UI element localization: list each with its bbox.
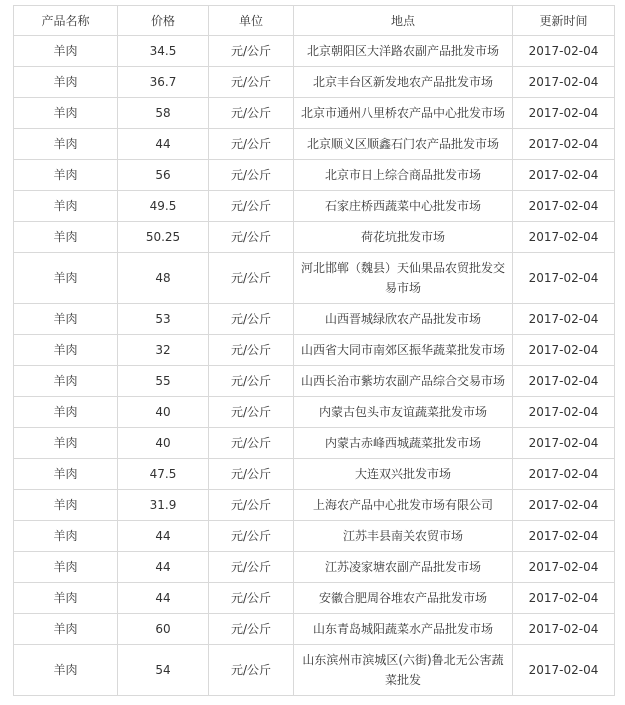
cell-product: 羊肉 <box>14 129 118 160</box>
cell-date: 2017-02-04 <box>513 397 615 428</box>
cell-price: 36.7 <box>118 67 209 98</box>
cell-date: 2017-02-04 <box>513 428 615 459</box>
cell-date: 2017-02-04 <box>513 36 615 67</box>
cell-location: 石家庄桥西蔬菜中心批发市场 <box>294 191 513 222</box>
cell-price: 44 <box>118 129 209 160</box>
cell-price: 49.5 <box>118 191 209 222</box>
table-row <box>14 36 615 67</box>
cell-price: 54 <box>118 645 209 696</box>
header-unit: 单位 <box>209 6 294 36</box>
table-row <box>14 490 615 521</box>
cell-price: 40 <box>118 428 209 459</box>
cell-unit: 元/公斤 <box>209 552 294 583</box>
cell-product: 羊肉 <box>14 36 118 67</box>
cell-price: 53 <box>118 304 209 335</box>
cell-price: 31.9 <box>118 490 209 521</box>
cell-date: 2017-02-04 <box>513 129 615 160</box>
cell-product: 羊肉 <box>14 521 118 552</box>
cell-date: 2017-02-04 <box>513 253 615 304</box>
cell-location: 上海农产品中心批发市场有限公司 <box>294 490 513 521</box>
cell-date: 2017-02-04 <box>513 98 615 129</box>
cell-price: 58 <box>118 98 209 129</box>
cell-unit: 元/公斤 <box>209 397 294 428</box>
cell-unit: 元/公斤 <box>209 335 294 366</box>
table-row <box>14 304 615 335</box>
cell-location: 江苏凌家塘农副产品批发市场 <box>294 552 513 583</box>
cell-location: 北京朝阳区大洋路农副产品批发市场 <box>294 36 513 67</box>
table-row <box>14 253 615 304</box>
cell-location: 山西晋城绿欣农产品批发市场 <box>294 304 513 335</box>
cell-date: 2017-02-04 <box>513 583 615 614</box>
table-row <box>14 552 615 583</box>
cell-price: 44 <box>118 521 209 552</box>
cell-location: 内蒙古包头市友谊蔬菜批发市场 <box>294 397 513 428</box>
cell-price: 55 <box>118 366 209 397</box>
cell-price: 60 <box>118 614 209 645</box>
table-row <box>14 67 615 98</box>
table-row <box>14 397 615 428</box>
cell-product: 羊肉 <box>14 98 118 129</box>
cell-location: 大连双兴批发市场 <box>294 459 513 490</box>
table-row <box>14 129 615 160</box>
cell-product: 羊肉 <box>14 253 118 304</box>
price-table <box>13 5 615 696</box>
cell-date: 2017-02-04 <box>513 67 615 98</box>
cell-unit: 元/公斤 <box>209 67 294 98</box>
cell-date: 2017-02-04 <box>513 521 615 552</box>
cell-unit: 元/公斤 <box>209 253 294 304</box>
table-row <box>14 645 615 696</box>
header-row <box>14 6 615 36</box>
cell-unit: 元/公斤 <box>209 160 294 191</box>
cell-product: 羊肉 <box>14 222 118 253</box>
cell-location: 江苏丰县南关农贸市场 <box>294 521 513 552</box>
cell-date: 2017-02-04 <box>513 459 615 490</box>
cell-unit: 元/公斤 <box>209 304 294 335</box>
cell-unit: 元/公斤 <box>209 614 294 645</box>
cell-location: 北京丰台区新发地农产品批发市场 <box>294 67 513 98</box>
cell-date: 2017-02-04 <box>513 160 615 191</box>
table-row <box>14 335 615 366</box>
cell-date: 2017-02-04 <box>513 335 615 366</box>
cell-unit: 元/公斤 <box>209 222 294 253</box>
cell-unit: 元/公斤 <box>209 98 294 129</box>
cell-location: 山东滨州市滨城区(六街)鲁北无公害蔬菜批发 <box>294 645 513 696</box>
cell-product: 羊肉 <box>14 459 118 490</box>
cell-product: 羊肉 <box>14 645 118 696</box>
cell-unit: 元/公斤 <box>209 459 294 490</box>
cell-unit: 元/公斤 <box>209 490 294 521</box>
cell-product: 羊肉 <box>14 335 118 366</box>
cell-date: 2017-02-04 <box>513 490 615 521</box>
cell-date: 2017-02-04 <box>513 614 615 645</box>
cell-date: 2017-02-04 <box>513 366 615 397</box>
cell-price: 40 <box>118 397 209 428</box>
cell-price: 56 <box>118 160 209 191</box>
cell-product: 羊肉 <box>14 191 118 222</box>
cell-date: 2017-02-04 <box>513 552 615 583</box>
cell-price: 44 <box>118 583 209 614</box>
cell-product: 羊肉 <box>14 366 118 397</box>
cell-location: 荷花坑批发市场 <box>294 222 513 253</box>
table-row <box>14 222 615 253</box>
table-row <box>14 428 615 459</box>
cell-location: 北京市日上综合商品批发市场 <box>294 160 513 191</box>
cell-price: 47.5 <box>118 459 209 490</box>
table-row <box>14 459 615 490</box>
cell-product: 羊肉 <box>14 428 118 459</box>
table-body <box>14 36 615 696</box>
cell-unit: 元/公斤 <box>209 521 294 552</box>
cell-product: 羊肉 <box>14 490 118 521</box>
cell-location: 山东青岛城阳蔬菜水产品批发市场 <box>294 614 513 645</box>
cell-price: 34.5 <box>118 36 209 67</box>
cell-product: 羊肉 <box>14 552 118 583</box>
cell-unit: 元/公斤 <box>209 583 294 614</box>
table-row <box>14 366 615 397</box>
cell-product: 羊肉 <box>14 397 118 428</box>
cell-price: 50.25 <box>118 222 209 253</box>
cell-unit: 元/公斤 <box>209 36 294 67</box>
cell-product: 羊肉 <box>14 67 118 98</box>
table-row <box>14 583 615 614</box>
table-row <box>14 614 615 645</box>
cell-price: 44 <box>118 552 209 583</box>
cell-price: 32 <box>118 335 209 366</box>
cell-product: 羊肉 <box>14 160 118 191</box>
cell-location: 山西长治市紫坊农副产品综合交易市场 <box>294 366 513 397</box>
cell-date: 2017-02-04 <box>513 222 615 253</box>
cell-location: 内蒙古赤峰西城蔬菜批发市场 <box>294 428 513 459</box>
table-row <box>14 191 615 222</box>
cell-unit: 元/公斤 <box>209 428 294 459</box>
cell-location: 北京市通州八里桥农产品中心批发市场 <box>294 98 513 129</box>
table-row <box>14 98 615 129</box>
cell-product: 羊肉 <box>14 583 118 614</box>
cell-product: 羊肉 <box>14 304 118 335</box>
table-row <box>14 521 615 552</box>
cell-date: 2017-02-04 <box>513 191 615 222</box>
cell-unit: 元/公斤 <box>209 129 294 160</box>
cell-location: 北京顺义区顺鑫石门农产品批发市场 <box>294 129 513 160</box>
cell-product: 羊肉 <box>14 614 118 645</box>
cell-date: 2017-02-04 <box>513 645 615 696</box>
cell-unit: 元/公斤 <box>209 191 294 222</box>
table-row <box>14 160 615 191</box>
cell-date: 2017-02-04 <box>513 304 615 335</box>
header-location: 地点 <box>294 6 513 36</box>
header-product: 产品名称 <box>14 6 118 36</box>
cell-unit: 元/公斤 <box>209 645 294 696</box>
cell-location: 安徽合肥周谷堆农产品批发市场 <box>294 583 513 614</box>
cell-price: 48 <box>118 253 209 304</box>
cell-location: 河北邯郸（魏县）天仙果品农贸批发交易市场 <box>294 253 513 304</box>
header-update-time: 更新时间 <box>513 6 615 36</box>
cell-unit: 元/公斤 <box>209 366 294 397</box>
cell-location: 山西省大同市南郊区振华蔬菜批发市场 <box>294 335 513 366</box>
header-price: 价格 <box>118 6 209 36</box>
